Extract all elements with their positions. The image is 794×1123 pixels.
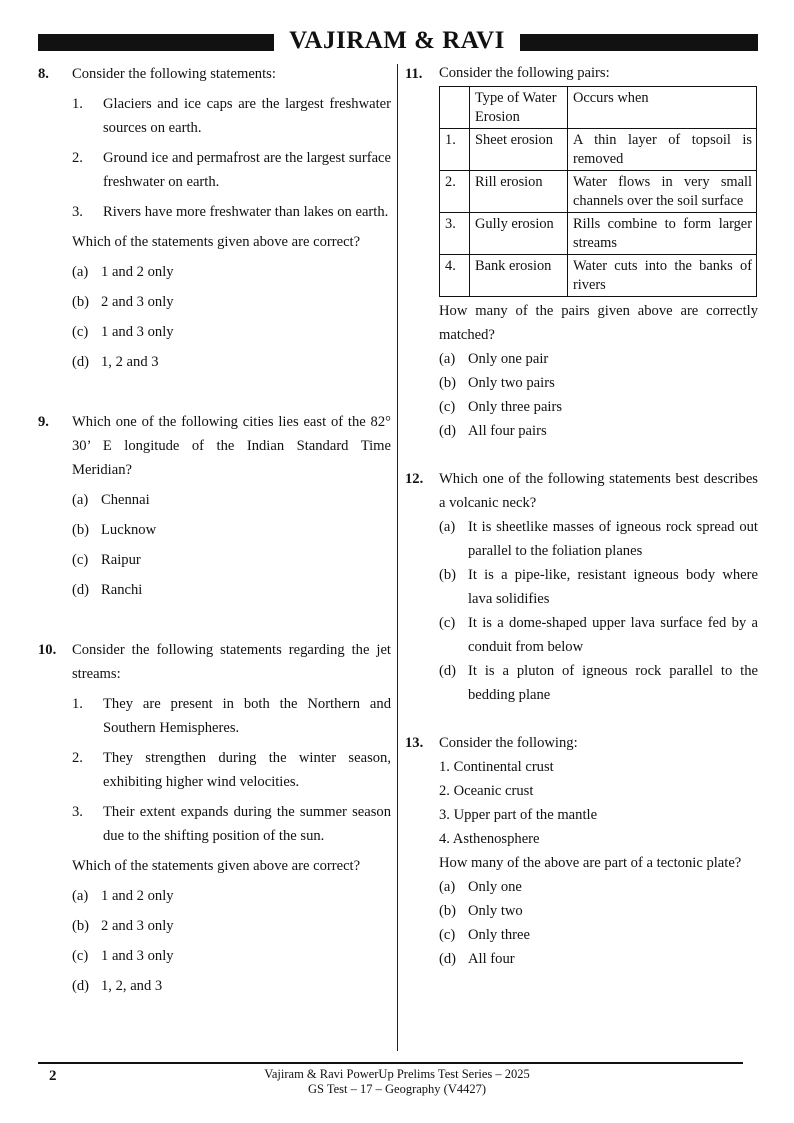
page-footer [0, 1067, 794, 1097]
table-header-cell: Type of Water Erosion [470, 87, 568, 129]
option-d[interactable] [72, 350, 391, 374]
question-number: 12. [405, 471, 424, 487]
header-bar-left [38, 34, 274, 51]
option-label: (d) [439, 663, 457, 679]
option-label: (c) [439, 399, 456, 415]
option-d[interactable] [72, 974, 391, 998]
option-c[interactable] [72, 944, 391, 968]
option-text: Raipur [101, 552, 141, 568]
option-label: (a) [439, 519, 456, 535]
option-text: 2 and 3 only [101, 294, 174, 310]
question-number: 11. [405, 66, 423, 82]
table-cell: Rill erosion [470, 171, 568, 213]
list-item: 3. Upper part of the mantle [439, 807, 598, 823]
question-11 [405, 62, 758, 443]
question-text: Consider the following statements: [72, 66, 276, 82]
question-number: 13. [405, 735, 424, 751]
table-row [440, 129, 757, 171]
option-a[interactable] [439, 875, 758, 899]
table-cell: Sheet erosion [470, 129, 568, 171]
question-10 [38, 638, 391, 998]
table-header-cell: Occurs when [568, 87, 757, 129]
list-item: 4. Asthenosphere [439, 831, 540, 847]
option-label: (b) [72, 918, 90, 934]
question-text: Which one of the following statements best describes a volcanic neck? [439, 471, 758, 511]
table-cell: Water flows in very small channels over the soil surface [568, 171, 757, 213]
option-text: Only two [468, 903, 523, 919]
statement-number: 2. [72, 150, 83, 166]
option-a[interactable] [439, 515, 758, 563]
option-b[interactable] [439, 563, 758, 611]
option-a[interactable] [72, 260, 391, 284]
option-text: All four pairs [468, 423, 547, 439]
option-d[interactable] [439, 419, 758, 443]
option-text: 1 and 3 only [101, 948, 174, 964]
option-d[interactable] [439, 659, 758, 707]
question-text: Consider the following pairs: [439, 65, 610, 81]
statement-number: 1. [72, 696, 83, 712]
table-cell: 4. [440, 255, 470, 297]
question-number: 8. [38, 66, 49, 82]
option-label: (a) [439, 879, 456, 895]
footer-series-title: Vajiram & Ravi PowerUp Prelims Test Series – 2025 [264, 1067, 530, 1081]
table-row [440, 213, 757, 255]
table-row [440, 171, 757, 213]
footer-test-title: GS Test – 17 – Geography (V4427) [307, 1082, 487, 1096]
question-prompt: Which of the statements given above are correct? [72, 858, 361, 874]
option-text: Only three [468, 927, 531, 943]
table-cell: Bank erosion [470, 255, 568, 297]
option-label: (b) [439, 903, 457, 919]
option-label: (a) [72, 888, 89, 904]
option-label: (d) [439, 423, 457, 439]
table-cell: 3. [440, 213, 470, 255]
option-c[interactable] [439, 395, 758, 419]
option-text: 2 and 3 only [101, 918, 174, 934]
question-8 [38, 62, 391, 374]
table-cell: Water cuts into the banks of rivers [568, 255, 757, 297]
option-label: (c) [72, 948, 89, 964]
column-divider [397, 64, 398, 1051]
pairs-table [439, 86, 757, 297]
option-text: 1, 2 and 3 [101, 354, 159, 370]
option-text: Only one [468, 879, 522, 895]
option-text: Lucknow [101, 522, 157, 538]
option-text: 1 and 2 only [101, 888, 174, 904]
option-d[interactable] [439, 947, 758, 971]
statement-text: Glaciers and ice caps are the largest freshwater sources on earth. [103, 96, 391, 136]
option-a[interactable] [72, 488, 391, 512]
option-label: (b) [72, 294, 90, 310]
option-label: (b) [439, 375, 457, 391]
option-a[interactable] [439, 347, 758, 371]
statement [72, 692, 391, 740]
table-header-row [440, 87, 757, 129]
option-text: 1, 2, and 3 [101, 978, 163, 994]
option-label: (b) [72, 522, 90, 538]
option-label: (a) [72, 264, 89, 280]
question-9 [38, 410, 391, 602]
list-item: 2. Oceanic crust [439, 783, 534, 799]
question-prompt: How many of the pairs given above are correctly matched? [439, 303, 758, 343]
option-text: It is sheetlike masses of igneous rock spread out parallel to the foliation planes [468, 519, 758, 559]
option-c[interactable] [72, 320, 391, 344]
header-title: VAJIRAM & RAVI [289, 27, 505, 54]
option-c[interactable] [72, 548, 391, 572]
option-a[interactable] [72, 884, 391, 908]
option-b[interactable] [72, 290, 391, 314]
table-row [440, 255, 757, 297]
list-item: 1. Continental crust [439, 759, 554, 775]
option-label: (c) [72, 552, 89, 568]
statement-text: Ground ice and permafrost are the largest surface freshwater on earth. [103, 150, 391, 190]
option-text: All four [468, 951, 515, 967]
question-text: Consider the following statements regarding the jet streams: [72, 642, 391, 682]
option-b[interactable] [72, 914, 391, 938]
header-bar-right [520, 34, 758, 51]
right-column [405, 62, 758, 971]
page-header [38, 27, 758, 54]
option-c[interactable] [439, 611, 758, 659]
question-number: 9. [38, 414, 49, 430]
statement-number: 3. [72, 804, 83, 820]
statement [72, 146, 391, 194]
option-text: Only one pair [468, 351, 549, 367]
option-b[interactable] [439, 899, 758, 923]
statement [72, 800, 391, 848]
option-label: (d) [72, 582, 90, 598]
statement [72, 200, 391, 224]
option-text: It is a pipe-like, resistant igneous body where lava solidifies [468, 567, 758, 607]
question-number: 10. [38, 642, 57, 658]
option-text: It is a pluton of igneous rock parallel to the bedding plane [468, 663, 758, 703]
question-text: Which one of the following cities lies east of the 82° 30’ E longitude of the Indian Standard Time Meridian? [72, 414, 391, 478]
option-text: Chennai [101, 492, 150, 508]
option-text: Ranchi [101, 582, 143, 598]
table-cell: Rills combine to form larger streams [568, 213, 757, 255]
statement-text: They are present in both the Northern and Southern Hemispheres. [103, 696, 391, 736]
option-d[interactable] [72, 578, 391, 602]
question-prompt: How many of the above are part of a tectonic plate? [439, 855, 742, 871]
option-text: Only three pairs [468, 399, 563, 415]
option-label: (d) [72, 978, 90, 994]
statement-text: Rivers have more freshwater than lakes on earth. [103, 204, 389, 220]
table-header-cell [440, 87, 470, 129]
option-label: (c) [439, 927, 456, 943]
option-label: (a) [72, 492, 89, 508]
table-cell: 1. [440, 129, 470, 171]
option-text: Only two pairs [468, 375, 555, 391]
question-text: Consider the following: [439, 735, 578, 751]
option-c[interactable] [439, 923, 758, 947]
statement [72, 92, 391, 140]
page-number: 2 [49, 1068, 57, 1084]
option-label: (d) [72, 354, 90, 370]
statement-number: 1. [72, 96, 83, 112]
statement-text: Their extent expands during the summer season due to the shifting position of the sun. [103, 804, 391, 844]
question-12 [405, 467, 758, 707]
table-cell: 2. [440, 171, 470, 213]
option-text: It is a dome-shaped upper lava surface fed by a conduit from below [468, 615, 758, 655]
option-text: 1 and 2 only [101, 264, 174, 280]
statement-text: They strengthen during the winter season, exhibiting higher wind velocities. [103, 750, 391, 790]
option-b[interactable] [439, 371, 758, 395]
left-column [38, 62, 391, 998]
option-label: (d) [439, 951, 457, 967]
option-label: (a) [439, 351, 456, 367]
statement-number: 3. [72, 204, 83, 220]
statement [72, 746, 391, 794]
statement-number: 2. [72, 750, 83, 766]
option-b[interactable] [72, 518, 391, 542]
option-label: (b) [439, 567, 457, 583]
question-13 [405, 731, 758, 971]
option-label: (c) [439, 615, 456, 631]
table-cell: Gully erosion [470, 213, 568, 255]
table-cell: A thin layer of topsoil is removed [568, 129, 757, 171]
footer-rule [38, 1062, 743, 1064]
option-text: 1 and 3 only [101, 324, 174, 340]
option-label: (c) [72, 324, 89, 340]
question-prompt: Which of the statements given above are correct? [72, 234, 361, 250]
